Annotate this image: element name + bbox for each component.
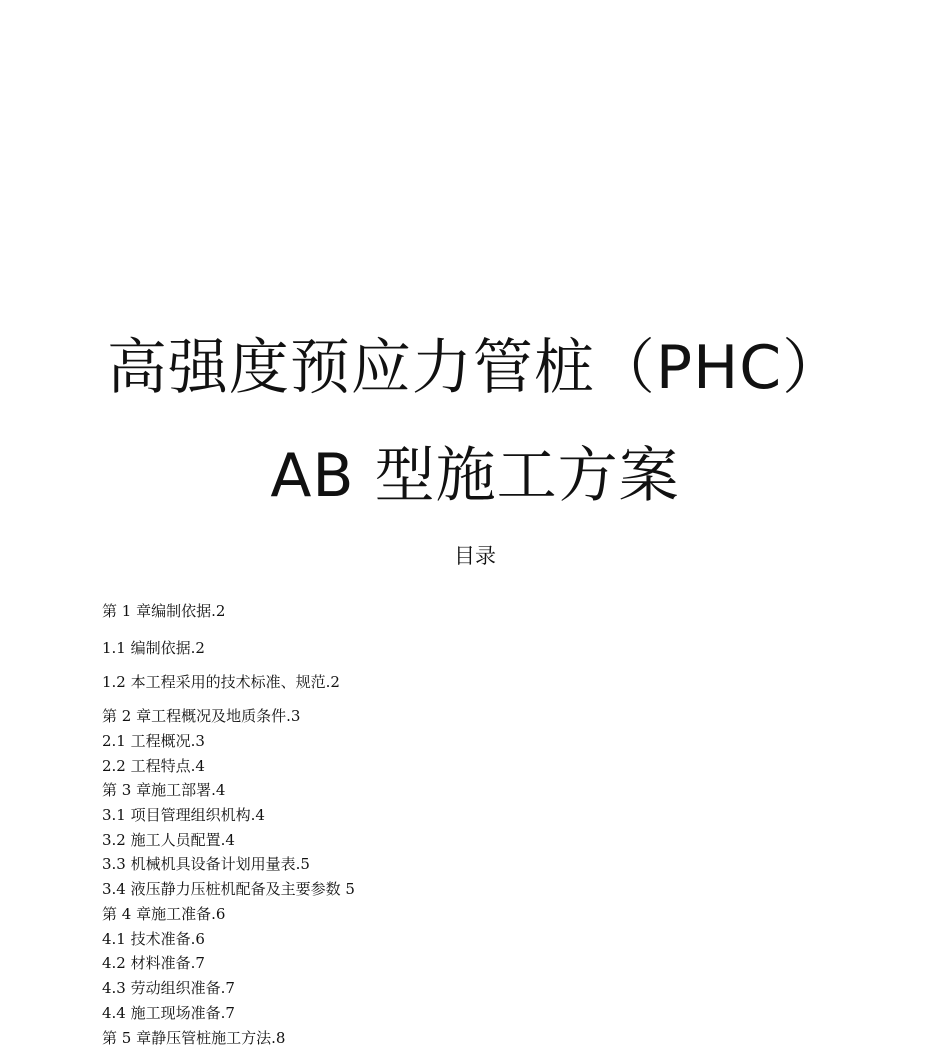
toc-item[interactable]: 2.1 工程概况.3 xyxy=(102,732,205,750)
toc-item[interactable]: 第 5 章静压管桩施工方法.8 xyxy=(102,1029,286,1047)
toc-item[interactable]: 4.4 施工现场准备.7 xyxy=(102,1004,235,1022)
document-title-line-1: 高强度预应力管桩（PHC） xyxy=(106,333,844,403)
toc-item[interactable]: 2.2 工程特点.4 xyxy=(102,757,205,775)
toc-item[interactable]: 4.3 劳动组织准备.7 xyxy=(102,979,235,997)
toc-item[interactable]: 第 3 章施工部署.4 xyxy=(102,781,226,799)
toc-item[interactable]: 4.2 材料准备.7 xyxy=(102,954,205,972)
toc-heading: 目录 xyxy=(454,544,496,568)
toc-item[interactable]: 3.2 施工人员配置.4 xyxy=(102,831,235,849)
toc-item[interactable]: 3.3 机械机具设备计划用量表.5 xyxy=(102,855,310,873)
toc-item[interactable]: 1.2 本工程采用的技术标准、规范.2 xyxy=(102,673,340,691)
toc-item[interactable]: 4.1 技术准备.6 xyxy=(102,930,205,948)
toc-item[interactable]: 1.1 编制依据.2 xyxy=(102,639,205,657)
toc-item[interactable]: 第 1 章编制依据.2 xyxy=(102,602,226,620)
document-title-line-2: AB 型施工方案 xyxy=(270,441,680,511)
toc-item[interactable]: 第 4 章施工准备.6 xyxy=(102,905,226,923)
toc-item[interactable]: 第 2 章工程概况及地质条件.3 xyxy=(102,707,301,725)
toc-item[interactable]: 3.1 项目管理组织机构.4 xyxy=(102,806,265,824)
toc-item[interactable]: 3.4 液压静力压桩机配备及主要参数 5 xyxy=(102,880,355,898)
